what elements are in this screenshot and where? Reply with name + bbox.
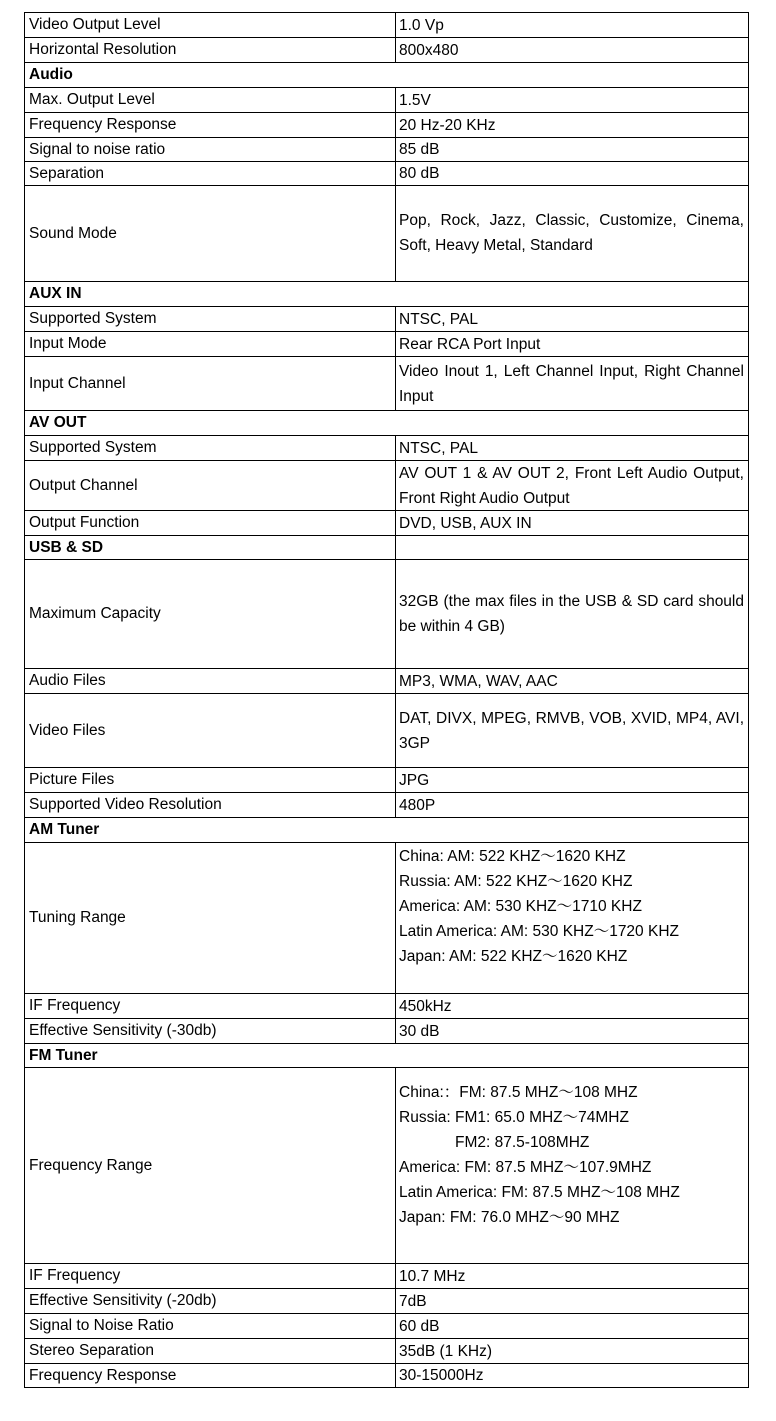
table-row <box>24 1263 749 1288</box>
table-row <box>24 1338 749 1363</box>
row-value: 60 dB <box>395 1314 744 1338</box>
row-value: 1.5V <box>395 88 744 112</box>
row-label: Signal to Noise Ratio <box>29 1317 174 1335</box>
row-value: 1.0 Vp <box>395 13 744 37</box>
row-value: 10.7 MHz <box>395 1264 744 1288</box>
empty-cell <box>395 536 744 559</box>
row-value: 7dB <box>395 1289 744 1313</box>
table-row <box>24 1363 749 1388</box>
table-row <box>24 1067 749 1263</box>
table-row <box>24 842 749 993</box>
table-row <box>24 161 749 185</box>
row-label: Effective Sensitivity (-30db) <box>29 1022 217 1040</box>
table-row <box>24 356 749 410</box>
row-label: Separation <box>29 164 104 182</box>
row-label: Supported System <box>29 439 157 457</box>
table-row <box>24 792 749 817</box>
row-label: Frequency Response <box>29 116 177 134</box>
row-value <box>395 461 744 510</box>
section-header-am-tuner <box>24 817 749 842</box>
list-item: Japan: AM: 522 KHZ～1620 KHZ <box>399 948 628 965</box>
row-label: Video Output Level <box>29 16 161 34</box>
section-header-av-out <box>24 410 749 435</box>
row-value <box>395 357 744 410</box>
row-label: Effective Sensitivity (-20db) <box>29 1292 217 1310</box>
table-row <box>24 510 749 535</box>
row-value <box>395 694 744 767</box>
list-item: China:：FM: 87.5 MHZ～108 MHZ <box>399 1084 638 1101</box>
row-value: 35dB (1 KHz) <box>395 1339 744 1363</box>
list-item: America: FM: 87.5 MHZ～107.9MHZ <box>399 1159 652 1176</box>
table-row <box>24 693 749 767</box>
row-value: 20 Hz-20 KHz <box>395 113 744 137</box>
list-item: America: AM: 530 KHZ～1710 KHZ <box>399 898 642 915</box>
tuning-range-list <box>399 844 744 969</box>
row-label: Supported System <box>29 310 157 328</box>
row-label: IF Frequency <box>29 1267 121 1285</box>
row-value: 80 dB <box>395 162 744 185</box>
row-label: Input Channel <box>29 374 126 392</box>
row-value: NTSC, PAL <box>395 307 744 331</box>
section-title: AV OUT <box>29 414 87 432</box>
section-title: Audio <box>29 66 73 84</box>
row-value <box>395 186 744 281</box>
row-value <box>395 560 744 668</box>
row-label: Input Mode <box>29 335 107 353</box>
row-value: 800x480 <box>395 38 744 62</box>
row-value: 480P <box>395 793 744 817</box>
section-title: AM Tuner <box>29 821 100 839</box>
table-row <box>24 668 749 693</box>
table-row <box>24 306 749 331</box>
row-label: Stereo Separation <box>29 1342 154 1360</box>
list-item: Russia: AM: 522 KHZ～1620 KHZ <box>399 873 633 890</box>
table-row <box>24 12 749 37</box>
row-value <box>395 843 744 993</box>
table-row <box>24 1288 749 1313</box>
list-item <box>399 1130 744 1155</box>
row-label: Sound Mode <box>29 224 117 242</box>
row-label: Horizontal Resolution <box>29 41 177 59</box>
row-label: Tuning Range <box>29 909 126 927</box>
row-label: Audio Files <box>29 672 106 690</box>
list-item: Japan: FM: 76.0 MHZ～90 MHZ <box>399 1209 620 1226</box>
table-row <box>24 767 749 792</box>
section-header-audio <box>24 62 749 87</box>
list-item: Latin America: FM: 87.5 MHZ～108 MHZ <box>399 1184 680 1201</box>
row-value: JPG <box>395 768 744 792</box>
row-value: 30-15000Hz <box>395 1364 744 1387</box>
row-label: Max. Output Level <box>29 91 155 109</box>
list-item: Latin America: AM: 530 KHZ～1720 KHZ <box>399 923 679 940</box>
row-label: Supported Video Resolution <box>29 796 222 814</box>
row-label: Frequency Range <box>29 1156 153 1174</box>
frequency-range-list <box>399 1080 744 1230</box>
table-row <box>24 460 749 510</box>
section-title: USB & SD <box>29 538 104 556</box>
video-files-text: DAT, DIVX, MPEG, RMVB, VOB, XVID, MP4, AVI, 3GP <box>399 709 744 752</box>
indented-text: FM2: 87.5-108MHZ <box>455 1134 590 1151</box>
row-label: Output Function <box>29 514 140 532</box>
row-label: Signal to noise ratio <box>29 140 166 158</box>
row-label: Frequency Response <box>29 1366 177 1384</box>
row-label: Picture Files <box>29 771 115 789</box>
section-header-usb-sd <box>24 535 749 559</box>
section-header-fm-tuner <box>24 1043 749 1067</box>
table-row <box>24 1313 749 1338</box>
table-row <box>24 559 749 668</box>
row-value: 30 dB <box>395 1019 744 1043</box>
sound-mode-text: Pop, Rock, Jazz, Classic, Customize, Cinema, Soft, Heavy Metal, Standard <box>399 212 744 254</box>
section-header-aux-in <box>24 281 749 306</box>
row-label: Video Files <box>29 721 106 739</box>
row-label: Output Channel <box>29 476 138 494</box>
section-title: AUX IN <box>29 285 82 303</box>
row-value: Rear RCA Port Input <box>395 332 744 356</box>
section-title: FM Tuner <box>29 1046 98 1064</box>
maximum-capacity-text: 32GB (the max files in the USB & SD card should be within 4 GB) <box>399 593 744 635</box>
table-row <box>24 185 749 281</box>
input-channel-text: Video Inout 1, Left Channel Input, Right Channel Input <box>399 362 744 405</box>
row-value <box>395 1068 744 1263</box>
row-value: MP3, WMA, WAV, AAC <box>395 669 744 693</box>
list-item: Russia: FM1: 65.0 MHZ～74MHZ <box>399 1109 629 1126</box>
row-label: IF Frequency <box>29 997 121 1015</box>
row-value: DVD, USB, AUX IN <box>395 511 744 535</box>
table-row <box>24 87 749 112</box>
table-row <box>24 112 749 137</box>
output-channel-text: AV OUT 1 & AV OUT 2, Front Left Audio Output, Front Right Audio Output <box>399 464 744 507</box>
row-label: Maximum Capacity <box>29 605 161 623</box>
table-row <box>24 435 749 460</box>
table-row <box>24 1018 749 1043</box>
table-row <box>24 137 749 161</box>
table-row <box>24 331 749 356</box>
table-row <box>24 37 749 62</box>
list-item: China: AM: 522 KHZ～1620 KHZ <box>399 848 626 865</box>
row-value: NTSC, PAL <box>395 436 744 460</box>
table-row <box>24 993 749 1018</box>
row-value: 450kHz <box>395 994 744 1018</box>
row-value: 85 dB <box>395 138 744 161</box>
